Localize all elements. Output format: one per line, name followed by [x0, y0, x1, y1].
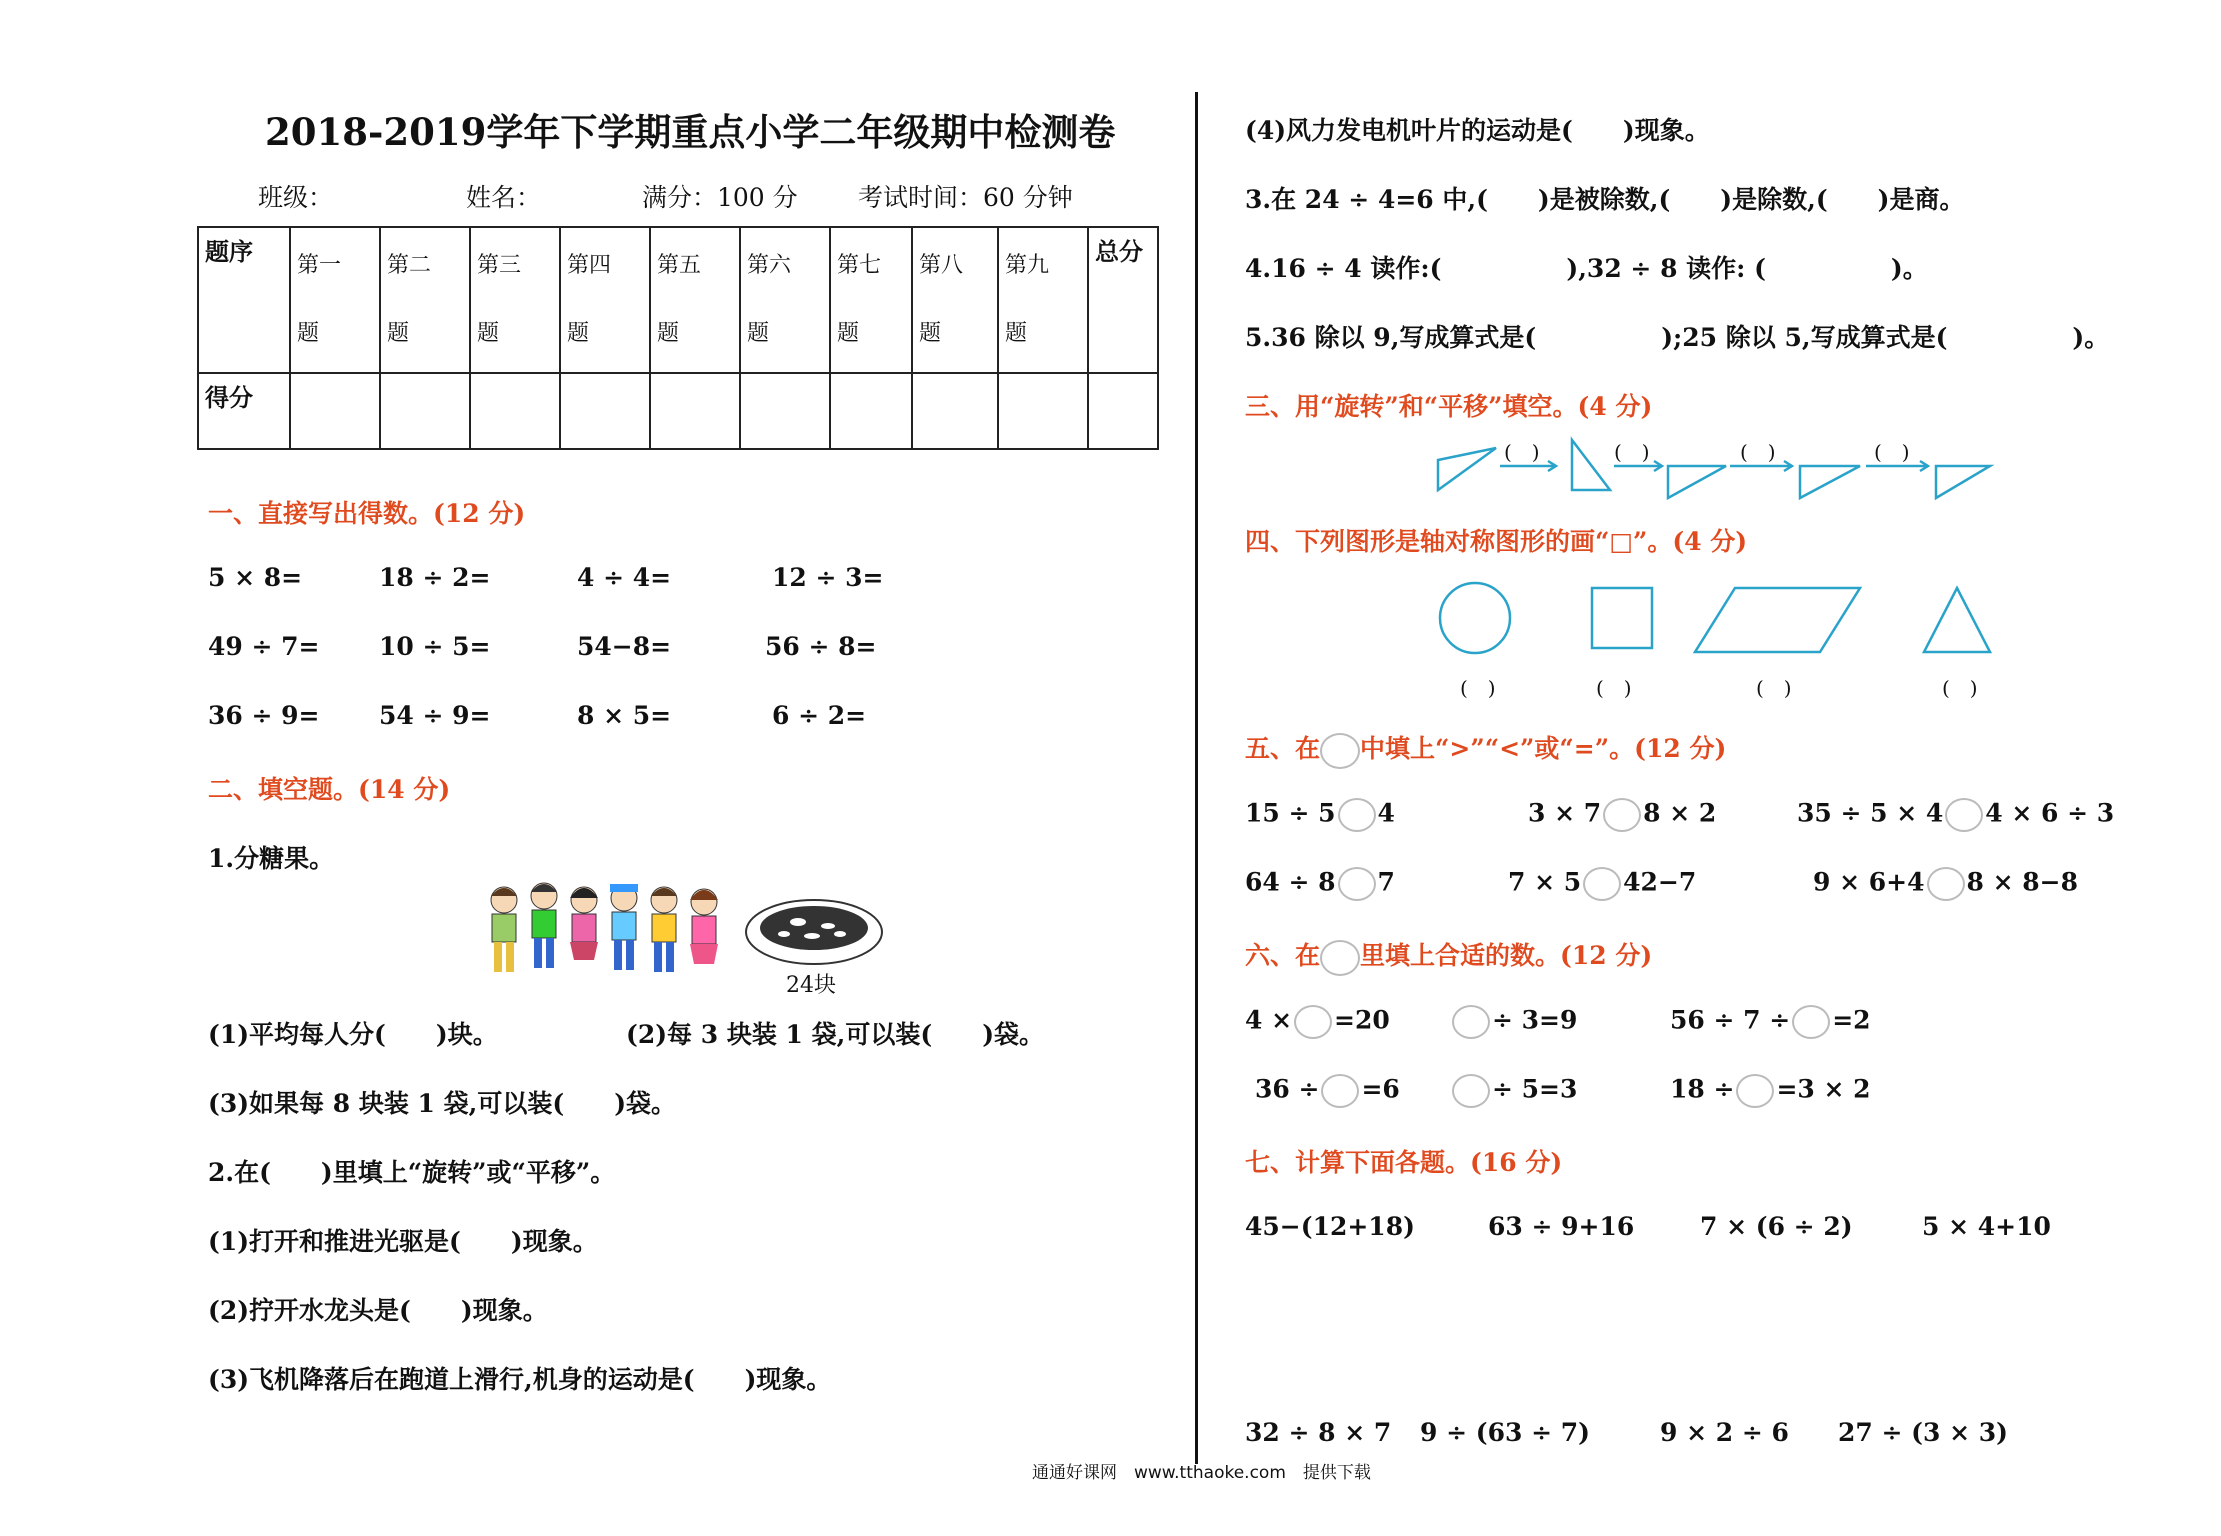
- calc-item: 27 ÷ (3 × 3): [1838, 1418, 2008, 1447]
- score-cell[interactable]: [830, 373, 912, 449]
- sec3-heading: 三、用“旋转”和“平移”填空。(4 分): [1245, 392, 1653, 421]
- answer-circle[interactable]: [1321, 1074, 1359, 1108]
- class-field-label: 班级：: [258, 183, 334, 212]
- answer-circle[interactable]: [1338, 798, 1376, 832]
- answer-circle[interactable]: [1736, 1074, 1774, 1108]
- answer-blank[interactable]: ( ): [1614, 440, 1650, 464]
- calc-item: 63 ÷ 9+16: [1488, 1212, 1635, 1241]
- sec7-heading: 七、计算下面各题。(16 分): [1245, 1148, 1563, 1177]
- answer-circle[interactable]: [1603, 798, 1641, 832]
- table-col-2: 第二 题: [380, 227, 470, 373]
- triangle-shape: [1572, 440, 1610, 490]
- answer-circle[interactable]: [1338, 867, 1376, 901]
- symmetry-shapes: [1435, 580, 1995, 660]
- sec1-item: 54 ÷ 9=: [379, 701, 491, 730]
- score-cell[interactable]: [912, 373, 998, 449]
- score-cell[interactable]: [740, 373, 830, 449]
- answer-circle[interactable]: [1452, 1005, 1490, 1039]
- score-table-header-row: [198, 227, 1158, 373]
- score-cell[interactable]: [380, 373, 470, 449]
- question-1-2: (2)每 3 块装 1 袋,可以装( )袋。: [626, 1020, 1045, 1049]
- circle-shape: [1440, 583, 1510, 653]
- compare-item: 35 ÷ 5 × 4 4 × 6 ÷ 3: [1797, 798, 2114, 832]
- parallelogram-shape: [1695, 588, 1860, 652]
- question-2-1: (1)打开和推进光驱是( )现象。: [208, 1227, 598, 1256]
- calc-item: 45−(12+18): [1245, 1212, 1415, 1241]
- score-table-score-row: [198, 373, 1158, 449]
- exam-time-label: 考试时间：60 分钟: [858, 183, 1073, 212]
- sec6-heading: 六、在 里填上合适的数。(12 分): [1245, 936, 1652, 976]
- circle-icon: [1320, 733, 1360, 769]
- table-header-label: 题序: [198, 227, 290, 373]
- calc-item: 7 × (6 ÷ 2): [1700, 1212, 1853, 1241]
- fill-item: 4 × =20: [1245, 1005, 1390, 1039]
- sec5-heading: 五、在 中填上“>”“<”或“=”。(12 分): [1245, 729, 1726, 769]
- table-col-4: 第四 题: [560, 227, 650, 373]
- answer-blank[interactable]: ( ): [1504, 440, 1540, 464]
- sec2-heading: 二、填空题。(14 分): [208, 775, 451, 804]
- sec1-item: 10 ÷ 5=: [379, 632, 491, 661]
- candy-plate: [746, 900, 882, 964]
- calc-item: 9 × 2 ÷ 6: [1660, 1418, 1789, 1447]
- answer-circle[interactable]: [1927, 867, 1965, 901]
- answer-blank[interactable]: ( ): [1942, 676, 1978, 700]
- footer-credit: 通通好课网 www.tthaoke.com 提供下载: [1032, 1463, 1371, 1483]
- fill-item: ÷ 3=9: [1450, 1005, 1577, 1039]
- answer-circle[interactable]: [1452, 1074, 1490, 1108]
- page-title: 2018-2019学年下学期重点小学二年级期中检测卷: [265, 110, 1116, 154]
- table-col-7: 第七 题: [830, 227, 912, 373]
- sec1-item: 18 ÷ 2=: [379, 563, 491, 592]
- answer-circle[interactable]: [1792, 1005, 1830, 1039]
- table-col-1: 第一 题: [290, 227, 380, 373]
- sec1-item: 56 ÷ 8=: [765, 632, 877, 661]
- calc-item: 9 ÷ (63 ÷ 7): [1420, 1418, 1590, 1447]
- calc-item: 5 × 4+10: [1922, 1212, 2051, 1241]
- answer-circle[interactable]: [1945, 798, 1983, 832]
- sec1-item: 8 × 5=: [577, 701, 672, 730]
- name-field-label: 姓名：: [466, 183, 542, 212]
- answer-blank[interactable]: ( ): [1460, 676, 1496, 700]
- full-score-label: 满分：100 分: [642, 183, 798, 212]
- score-table: [197, 226, 1159, 450]
- calc-item: 32 ÷ 8 × 7: [1245, 1418, 1392, 1447]
- question-2-4: (4)风力发电机叶片的运动是( )现象。: [1245, 116, 1710, 145]
- sec1-heading: 一、直接写出得数。(12 分): [208, 499, 526, 528]
- triangle-shape: [1924, 588, 1990, 652]
- sec1-item: 36 ÷ 9=: [208, 701, 320, 730]
- question-4: 4.16 ÷ 4 读作:( ),32 ÷ 8 读作: ( )。: [1245, 254, 1928, 283]
- compare-item: 9 × 6+4 8 × 8−8: [1813, 867, 2078, 901]
- fill-item: 18 ÷ =3 × 2: [1670, 1074, 1871, 1108]
- fill-item: 56 ÷ 7 ÷ =2: [1670, 1005, 1871, 1039]
- answer-circle[interactable]: [1583, 867, 1621, 901]
- circle-icon: [1320, 940, 1360, 976]
- question-2-3: (3)飞机降落后在跑道上滑行,机身的运动是( )现象。: [208, 1365, 832, 1394]
- sec1-item: 54−8=: [577, 632, 672, 661]
- table-col-8: 第八 题: [912, 227, 998, 373]
- question-2-2: (2)拧开水龙头是( )现象。: [208, 1296, 548, 1325]
- score-cell[interactable]: [290, 373, 380, 449]
- compare-item: 7 × 5 42−7: [1508, 867, 1696, 901]
- score-cell[interactable]: [998, 373, 1088, 449]
- question-3: 3.在 24 ÷ 4=6 中,( )是被除数,( )是除数,( )是商。: [1245, 185, 1965, 214]
- answer-blank[interactable]: ( ): [1596, 676, 1632, 700]
- score-cell[interactable]: [560, 373, 650, 449]
- score-cell[interactable]: [470, 373, 560, 449]
- children-group: [491, 883, 718, 972]
- compare-item: 15 ÷ 5 4: [1245, 798, 1395, 832]
- table-score-label: 得分: [198, 373, 290, 449]
- answer-circle[interactable]: [1294, 1005, 1332, 1039]
- answer-blank[interactable]: ( ): [1756, 676, 1792, 700]
- question-2: 2.在( )里填上“旋转”或“平移”。: [208, 1158, 616, 1187]
- compare-item: 64 ÷ 8 7: [1245, 867, 1395, 901]
- question-1: 1.分糖果。: [208, 844, 335, 873]
- question-1-1: (1)平均每人分( )块。: [208, 1020, 498, 1049]
- table-col-5: 第五 题: [650, 227, 740, 373]
- sec4-heading: 四、下列图形是轴对称图形的画“□”。(4 分): [1245, 527, 1748, 556]
- triangle-shape: [1668, 466, 1726, 498]
- triangle-shape: [1936, 466, 1990, 498]
- triangle-shape: [1800, 466, 1860, 498]
- table-col-9: 第九 题: [998, 227, 1088, 373]
- sec1-item: 49 ÷ 7=: [208, 632, 320, 661]
- triangle-shape: [1438, 448, 1496, 490]
- column-divider: [1195, 92, 1198, 1464]
- sec1-item: 12 ÷ 3=: [772, 563, 884, 592]
- fill-item: 36 ÷ =6: [1255, 1074, 1400, 1108]
- sec1-item: 6 ÷ 2=: [772, 701, 867, 730]
- sec1-item: 5 × 8=: [208, 563, 303, 592]
- sec1-item: 4 ÷ 4=: [577, 563, 672, 592]
- compare-item: 3 × 7 8 × 2: [1528, 798, 1716, 832]
- answer-blank[interactable]: ( ): [1874, 440, 1910, 464]
- candy-count-label: 24块: [786, 973, 836, 998]
- answer-blank[interactable]: ( ): [1740, 440, 1776, 464]
- question-1-3: (3)如果每 8 块装 1 袋,可以装( )袋。: [208, 1089, 677, 1118]
- square-shape: [1592, 588, 1652, 648]
- question-5: 5.36 除以 9,写成算式是( );25 除以 5,写成算式是( )。: [1245, 323, 2110, 352]
- table-col-6: 第六 题: [740, 227, 830, 373]
- score-cell[interactable]: [1088, 373, 1158, 449]
- score-cell[interactable]: [650, 373, 740, 449]
- fill-item: ÷ 5=3: [1450, 1074, 1577, 1108]
- table-col-3: 第三 题: [470, 227, 560, 373]
- table-total-label: 总分: [1088, 227, 1158, 373]
